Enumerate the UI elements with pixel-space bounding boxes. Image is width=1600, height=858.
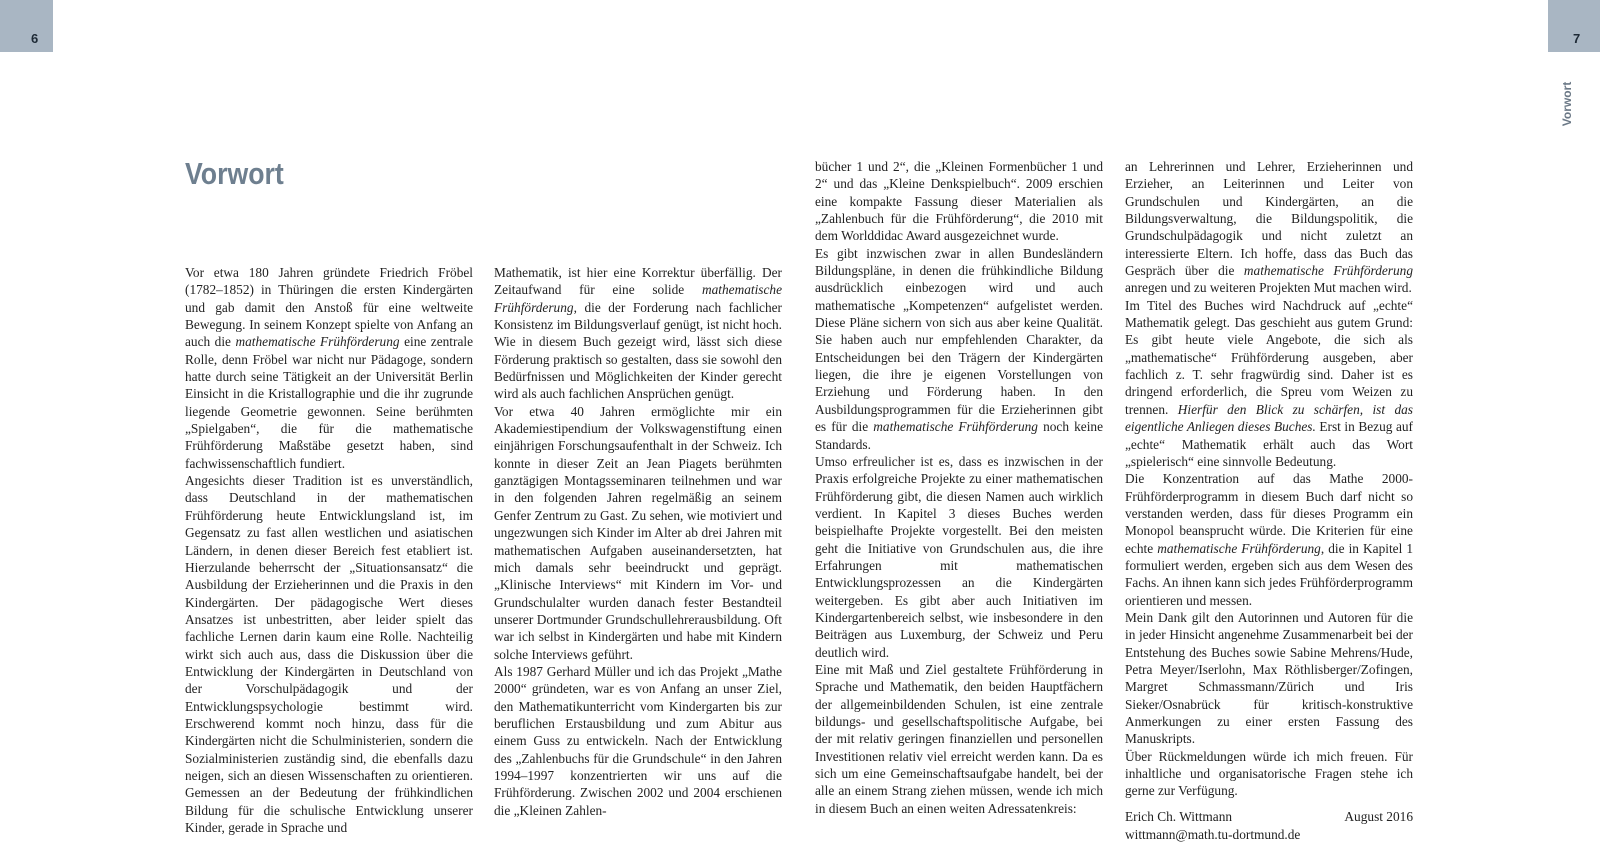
author-name: Erich Ch. Wittmann — [1125, 809, 1233, 825]
running-head — [1560, 64, 1574, 144]
text-column-3 — [815, 158, 1103, 817]
page-number-left: 6 — [31, 31, 39, 46]
running-head-label: Vorwort — [1560, 81, 1574, 127]
emphasis: mathematische Frühförderung — [873, 419, 1038, 435]
text-column-4 — [1125, 158, 1413, 843]
signature-date: August 2016 — [1344, 809, 1413, 825]
text-column-1 — [185, 264, 473, 836]
page-tab-left — [0, 0, 53, 52]
author-email: wittmann@math.tu-dortmund.de — [1125, 826, 1301, 842]
emphasis: mathematische Frühförderung — [235, 334, 400, 350]
paragraph: Umso erfreulicher ist es, dass es inzwischen in der Praxis erfolgreiche Projekte zu einer mathematischen Frühförderung gibt, die diesen Namen auch wirklich verdient. In Kapitel 3 dieses Buches werden beispielhafte Projekte vorgestellt. Bei den meisten geht die Initiative von Grundschulen aus, die ihre Erfahrungen mit mathematischen Entwicklungsprozessen an die Kindergärten weitergeben. Es gibt aber auch Initiativen im Kindergartenbereich selbst, wie insbesondere in den Beiträgen aus Luxemburg, der Schweiz und Peru deutlich wird. — [815, 453, 1103, 660]
signature-line — [1125, 808, 1413, 825]
emphasis: Hierfür den Blick zu schärfen, ist das eigentliche Anliegen dieses Buches. — [1125, 401, 1413, 435]
paragraph: Mein Dank gilt den Autorinnen und Autoren für die in jeder Hinsicht angenehme Zusammenarbeit bei der Entstehung des Buches sowie Sabine Mehrens/Hude, Petra Meyer/Iserlohn, Max Röthlisberger/Zofingen, Margret Schmassmann/Zürich und Iris Sieker/Osnabrück für kritisch-konstruktive Anmerkungen zu einer ersten Fassung des Manuskripts. — [1125, 609, 1413, 747]
page-tab-right — [1548, 0, 1600, 52]
paragraph: an Lehrerinnen und Lehrer, Erzieherinnen und Erzieher, an Leiterinnen und Leiter von Grundschulen und Kindergärten, an die Bildungsverwaltung, die Bildungspolitik, die Grundschulpädagogik und nicht zuletzt an interessierte Eltern. Ich hoffe, dass das Buch das Gespräch über die mathematische Frühförderung anregen und zu weiteren Projekten Mut machen wird. — [1125, 159, 1413, 296]
paragraph: Mathematik, ist hier eine Korrektur überfällig. Der Zeitaufwand für eine solide mathematische Frühförderung, die der Forderung nach fachlicher Konsistenz im Bildungsverlauf genügt, ist nicht hoch. Wie in diesem Buch gezeigt wird, lässt sich diese Förderung praktisch so gestalten, dass sie sowohl den Bedürfnissen und Möglichkeiten der Kinder gerecht wird als auch fachlichen Ansprüchen genügt. — [494, 265, 782, 402]
paragraph: Vor etwa 40 Jahren ermöglichte mir ein Akademiestipendium der Volkswagenstiftung einen einjährigen Forschungsaufenthalt in der Schweiz. Ich konnte in dieser Zeit an Jean Piagets berühmten ganztägigen Montagsseminaren teilnehmen und war in den folgenden Jahren regelmäßig an seinem Genfer Zentrum zu Gast. Zu sehen, wie motiviert und ungezwungen sich Kinder im Alter ab drei Jahren mit mathematischen Aufgaben auseinandersetzten, hat mich damals sehr beeindruckt und geprägt. „Klinische Interviews“ mit Kindern im Vor- und Grundschulalter wurden danach fester Bestandteil unserer Dortmunder Grundschullehrerausbildung. Oft war ich selbst in Kindergärten und habe mit Kindern solche Interviews geführt. — [494, 403, 782, 662]
paragraph: Eine mit Maß und Ziel gestaltete Frühförderung in Sprache und Mathematik, den beiden Hauptfächern der allgemeinbildenden Schulen, ist eine zentrale bildungs- und gesellschaftspolitische Aufgabe, bei der mit relativ geringen finanziellen und personellen Investitionen relativ viel erreicht werden kann. Da es sich um eine Gemeinschaftsaufgabe handelt, bei der alle an einem Strang ziehen müssen, wende ich mich in diesem Buch an einen weiten Adressatenkreis: — [815, 661, 1103, 816]
signature-block — [1125, 808, 1413, 843]
paragraph: bücher 1 und 2“, die „Kleinen Formenbücher 1 und 2“ und das „Kleine Denkspielbuch“. 2009 erschien eine kompakte Fassung dieser Materialien als „Zahlenbuch für die Frühförderung“, die 2010 mit dem Worlddidac Award ausgezeichnet wurde. — [815, 159, 1103, 244]
paragraph: Es gibt inzwischen zwar in allen Bundesländern Bildungspläne, in denen die frühkindliche Bildung ausdrücklich einbezogen wird und auch mathematische „Kompetenzen“ aufgelistet werden. Diese Pläne sichern von sich aus aber keine Qualität. Sie haben auch nur empfehlenden Charakter, da Entscheidungen bei den Trägern der Kindergärten liegen, die ihre je eigenen Vorstellungen von Erziehung und Förderung haben. In den Ausbildungsprogrammen für die Erzieherinnen gibt es für die mathematische Frühförderung noch keine Standards. — [815, 245, 1104, 452]
chapter-title: Vorwort — [185, 156, 284, 191]
paragraph: Angesichts dieser Tradition ist es unverständlich, dass Deutschland in der mathematischen Frühförderung heute Entwicklungsland ist, im Gegensatz zu fast allen westlichen und asiatischen Ländern, in denen dieser Bereich fest etabliert ist. Hierzulande beherrscht der „Situationsansatz“ die Ausbildung der Erzieherinnen und die Praxis in den Kindergärten. Der pädagogische Wert dieses Ansatzes ist unbestritten, aber leider spielt das fachliche Lernen darin kaum eine Rolle. Nachteilig wirkt sich auch aus, dass die Diskussion über die Entwicklung der Kindergärten in Deutschland von der Vorschulpädagogik und der Entwicklungspsychologie bestimmt wird. Erschwerend kommt noch hinzu, dass für die Kindergärten nicht die Schulministerien, sondern die Sozialministerien zuständig sind, die ebenfalls dazu neigen, sich an diesen Wissenschaften zu orientieren. Gemessen an der Bedeutung der frühkindlichen Bildung für die schulische Entwicklung unserer Kinder, gerade in Sprache und — [185, 473, 473, 835]
emphasis: mathematische Frühförderung — [1243, 263, 1413, 279]
emphasis: mathematische Frühförderung — [494, 282, 782, 315]
page-number-right: 7 — [1573, 31, 1581, 46]
text-column-2 — [494, 264, 782, 819]
paragraph: Die Konzentration auf das Mathe 2000-Frühförderprogramm in diesem Buch darf nicht so verstanden werden, dass für dieses Programm ein Monopol beansprucht würde. Die Kriterien für eine echte mathematische Frühförderung, die in Kapitel 1 formuliert werden, ergeben sich aus dem Wesen des Fachs. An ihnen kann sich jedes Frühförderprogramm orientieren und messen. — [1125, 471, 1414, 608]
paragraph: Über Rückmeldungen würde ich mich freuen. Für inhaltliche und organisatorische Fragen stehe ich gerne zur Verfügung. — [1125, 748, 1413, 799]
paragraph: Im Titel des Buches wird Nachdruck auf „echte“ Mathematik gelegt. Das geschieht aus gutem Grund: Es gibt heute viele Angebote, die sich als „mathematische“ Frühförderung ausgeben, aber fachlich z. T. sehr fragwürdig sind. Daher ist es dringend erforderlich, die Spreu vom Weizen zu trennen. Hierfür den Blick zu schärfen, ist das eigentliche Anliegen dieses Buches. Erst in Bezug auf „echte“ Mathematik erhält auch das Wort „spielerisch“ eine sinnvolle Bedeutung. — [1125, 297, 1413, 469]
paragraph: Als 1987 Gerhard Müller und ich das Projekt „Mathe 2000“ gründeten, war es von Anfang an unser Ziel, den Mathematikunterricht vom Kindergarten bis zur beruflichen Erstausbildung und zum Abitur aus einem Guss zu entwickeln. Nach der Entwicklung des „Zahlenbuchs für die Grundschule“ in den Jahren 1994–1997 konzentrierten wir uns auf die Frühförderung. Zwischen 2002 und 2004 erschienen die „Kleinen Zahlen- — [494, 663, 782, 818]
emphasis: mathematische Frühförderung — [1157, 540, 1321, 556]
paragraph: Vor etwa 180 Jahren gründete Friedrich Fröbel (1782–1852) in Thüringen die ersten Kindergärten und gab damit den Anstoß für eine weltweite Bewegung. In seinem Konzept spielte von Anfang an auch die mathematische Frühförderung eine zentrale Rolle, denn Fröbel war nicht nur Pädagoge, sondern hatte durch seine Tätigkeit an der Universität Berlin Einsicht in die Kristallographie und die ihr zugrunde liegende Geometrie gewonnen. Seine berühmten „Spielgaben“, die für die mathematische Frühförderung Maßstäbe gesetzt haben, sind fachwissenschaftlich fundiert. — [185, 265, 473, 471]
